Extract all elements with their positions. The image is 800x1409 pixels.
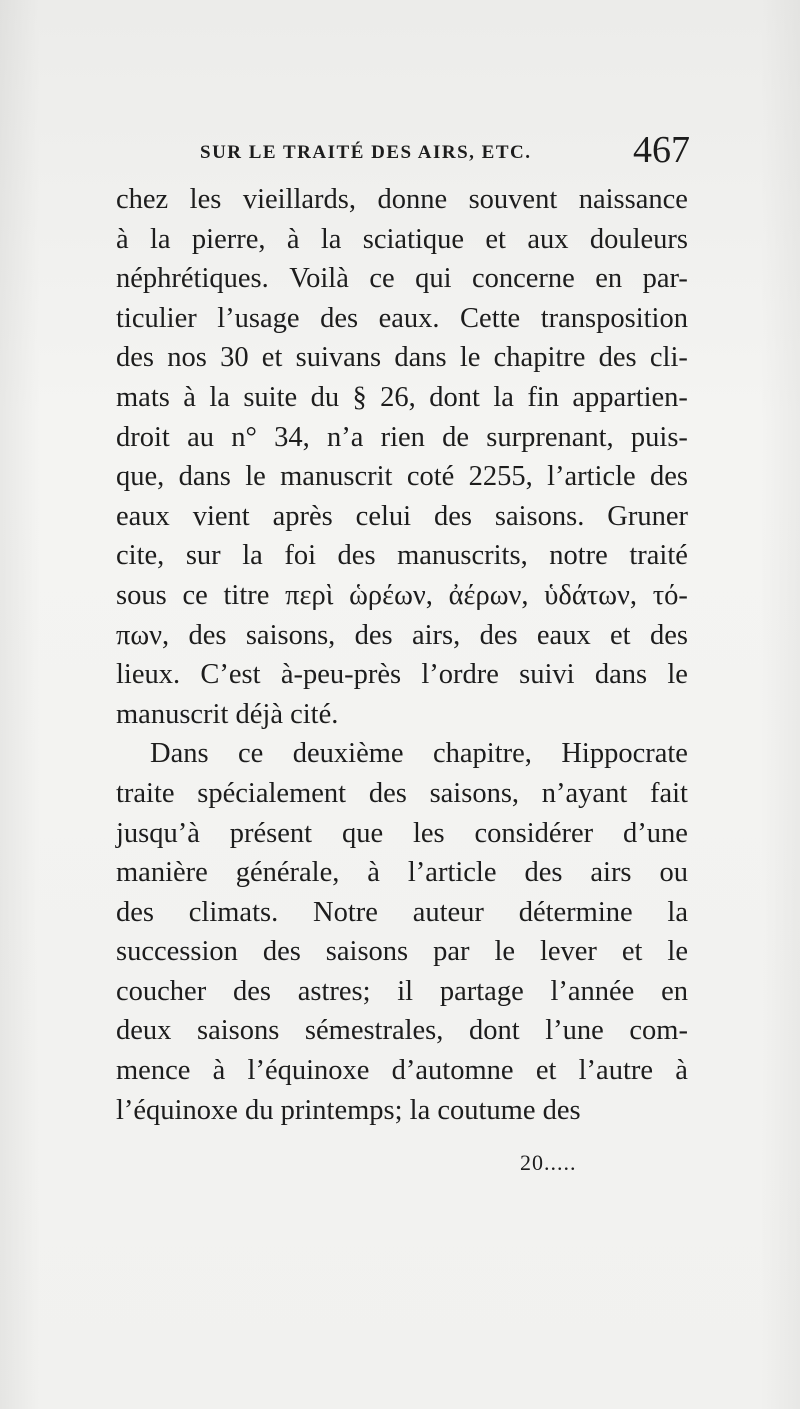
word: Dans (150, 738, 209, 770)
word: pierre, (191, 223, 266, 255)
word: climats. (188, 896, 279, 928)
word: que (341, 817, 384, 849)
word: le (667, 936, 688, 968)
text-line (116, 655, 688, 695)
text-line (116, 616, 688, 656)
text-line (116, 378, 688, 418)
word: des (649, 619, 688, 651)
word: naissance (578, 184, 688, 215)
text-line (116, 536, 688, 576)
word: donne (377, 184, 448, 215)
word: à (286, 223, 300, 255)
text-line (116, 497, 688, 537)
word: l’année (550, 975, 635, 1007)
word: concerne (471, 263, 575, 295)
word: vieillards, (242, 184, 356, 215)
text-line (116, 576, 688, 616)
word: par (433, 936, 470, 968)
word: suivans (295, 342, 382, 374)
word: sur (185, 540, 221, 572)
word: d’automne (391, 1055, 514, 1087)
word: des (262, 936, 301, 968)
word: des (368, 777, 407, 809)
word: des (116, 896, 154, 928)
word: après (272, 500, 333, 532)
word: n° (231, 421, 257, 453)
page-header (200, 128, 700, 178)
word: l’article (547, 461, 636, 493)
word: n’ayant (541, 777, 628, 809)
word: traite (116, 777, 175, 809)
word: coucher (116, 975, 207, 1007)
word: ἀέρων, (448, 579, 529, 611)
word: des (598, 342, 637, 374)
word: saisons, (245, 619, 336, 651)
word: astres; (297, 975, 371, 1007)
word: et (261, 342, 283, 374)
word: appartien- (572, 381, 688, 413)
word: sciatique (362, 223, 465, 255)
word: rien (380, 421, 425, 453)
word: le (667, 659, 688, 691)
body-text (116, 180, 688, 1130)
text-line: l’équinoxe du printemps; la coutume des (116, 1094, 581, 1126)
text-line (116, 972, 688, 1012)
word: des (524, 857, 563, 889)
word: et (485, 223, 506, 255)
word: d’une (623, 817, 688, 849)
word: puis- (630, 421, 688, 453)
word: Voilà (289, 263, 349, 295)
word: sémestrales, (304, 1015, 444, 1047)
word: le (245, 461, 266, 493)
word: des (232, 975, 271, 1007)
word: airs (590, 857, 632, 889)
word: dans (394, 342, 447, 374)
text-line (116, 932, 688, 972)
word: chapitre, (433, 738, 532, 770)
word: droit (116, 421, 170, 453)
word: cite, (116, 540, 165, 572)
text-line (116, 457, 688, 497)
word: airs, (411, 619, 461, 651)
word: qui (415, 263, 452, 295)
word: jusqu’à (116, 817, 200, 849)
word: mence (116, 1055, 191, 1087)
text-line (116, 338, 688, 378)
word: à (212, 1055, 226, 1087)
word: Hippocrate (561, 738, 688, 770)
word: transposition (540, 302, 688, 334)
word: coté (406, 461, 455, 493)
word: saisons (325, 936, 409, 968)
word: des (354, 619, 393, 651)
word: des (433, 500, 472, 532)
word: la (150, 223, 171, 255)
word: ou (659, 857, 688, 889)
word: des (650, 461, 688, 493)
word: foi (284, 540, 316, 572)
word: considérer (474, 817, 594, 849)
word: l’équinoxe (247, 1055, 370, 1087)
word: par- (642, 263, 688, 295)
word: des (320, 302, 359, 334)
text-line (116, 1011, 688, 1051)
word: ticulier (116, 302, 197, 334)
text-line: manuscrit déjà cité. (116, 698, 339, 730)
word: à (367, 857, 380, 889)
word: surprenant, (486, 421, 614, 453)
text-line (116, 734, 688, 774)
word: vient (192, 500, 250, 532)
word: l’autre (578, 1055, 654, 1087)
text-line (116, 259, 688, 299)
word: 30 (220, 342, 249, 374)
word: 2255, (468, 461, 533, 493)
word: l’usage (217, 302, 300, 334)
word: dans (594, 659, 648, 691)
word: détermine (518, 896, 633, 928)
word: sous (116, 579, 167, 611)
word: dans (178, 461, 231, 493)
text-line (116, 1051, 688, 1091)
word: à (116, 223, 129, 255)
word: Notre (313, 896, 378, 928)
word: souvent (468, 184, 558, 215)
word: les (412, 817, 445, 849)
word: générale, (235, 857, 340, 889)
word: cli- (649, 342, 688, 374)
catchword: 20..... (520, 1150, 577, 1175)
word: chapitre (493, 342, 586, 374)
word: l’article (407, 857, 497, 889)
word: la (493, 381, 514, 413)
word: 26, (380, 381, 416, 413)
word: saisons (196, 1015, 280, 1047)
word: des (188, 619, 227, 651)
word: saisons. (494, 500, 585, 532)
word: présent (229, 817, 313, 849)
word: ce (369, 263, 395, 295)
word: dont (429, 381, 480, 413)
word: manière (116, 857, 208, 889)
word: au (187, 421, 214, 453)
word: la (209, 381, 230, 413)
word: dont (468, 1015, 520, 1047)
word: Cette (460, 302, 521, 334)
word: du (310, 381, 340, 413)
word: com- (629, 1015, 688, 1047)
word: l’ordre (421, 659, 499, 691)
word: néphrétiques. (116, 263, 269, 295)
word: la (320, 223, 342, 255)
word: Gruner (607, 500, 688, 532)
word: les (189, 184, 222, 215)
word: eaux. (378, 302, 440, 334)
text-line (116, 853, 688, 893)
word: et (535, 1055, 557, 1087)
word: traité (629, 540, 688, 572)
word: la (242, 540, 263, 572)
word: suivi (519, 659, 575, 691)
word: deux (116, 1015, 172, 1047)
text-line (116, 893, 688, 933)
word: πων, (116, 619, 170, 651)
word: lever (539, 936, 597, 968)
text-line (116, 814, 688, 854)
word: que, (116, 461, 165, 493)
word: saisons, (429, 777, 520, 809)
word: n’a (326, 421, 364, 453)
word: ce (238, 738, 264, 770)
word: l’une (545, 1015, 604, 1047)
text-line (116, 418, 688, 458)
word: des (337, 540, 376, 572)
word: il (397, 975, 414, 1007)
text-line (116, 220, 688, 260)
word: deuxième (292, 738, 404, 770)
page-number: 467 (633, 129, 690, 171)
word: le (494, 936, 516, 968)
word: aux (527, 223, 569, 255)
text-line (116, 774, 688, 814)
word: ὡρέων, (349, 579, 433, 611)
word: περὶ (285, 579, 334, 611)
word: ce (182, 579, 208, 611)
word: et (621, 936, 643, 968)
word: mats (116, 381, 170, 413)
word: des (116, 342, 154, 374)
word: douleurs (589, 223, 688, 255)
word: le (459, 342, 481, 374)
word: suite (243, 381, 298, 413)
word: fait (650, 777, 688, 809)
word: la (667, 896, 688, 928)
word: τό- (652, 579, 688, 611)
word: lieux. (116, 659, 181, 691)
word: spécialement (197, 777, 347, 809)
running-title: SUR LE TRAITÉ DES AIRS, ETC. (200, 142, 532, 163)
word: notre (549, 540, 608, 572)
word: celui (355, 500, 412, 532)
word: succession (116, 936, 238, 968)
word: fin (527, 381, 559, 413)
word: ὑδάτων, (544, 579, 637, 611)
word: à (675, 1055, 688, 1087)
word: eaux (536, 619, 591, 651)
word: partage (439, 975, 524, 1007)
word: C’est (200, 659, 261, 691)
word: nos (167, 342, 207, 374)
word: de (442, 421, 470, 453)
word: à-peu-près (280, 659, 402, 691)
word: auteur (412, 896, 484, 928)
word: 34, (274, 421, 310, 453)
word: § (352, 381, 367, 413)
word: eaux (116, 500, 170, 532)
word: manuscrit (280, 461, 393, 493)
word: en (595, 263, 623, 295)
word: des (479, 619, 518, 651)
word: chez (116, 184, 169, 215)
word: en (661, 975, 688, 1007)
word: manuscrits, (397, 540, 528, 572)
word: à (183, 381, 196, 413)
text-line (116, 299, 688, 339)
word: titre (223, 579, 270, 611)
word: et (610, 619, 631, 651)
text-line (116, 180, 688, 220)
